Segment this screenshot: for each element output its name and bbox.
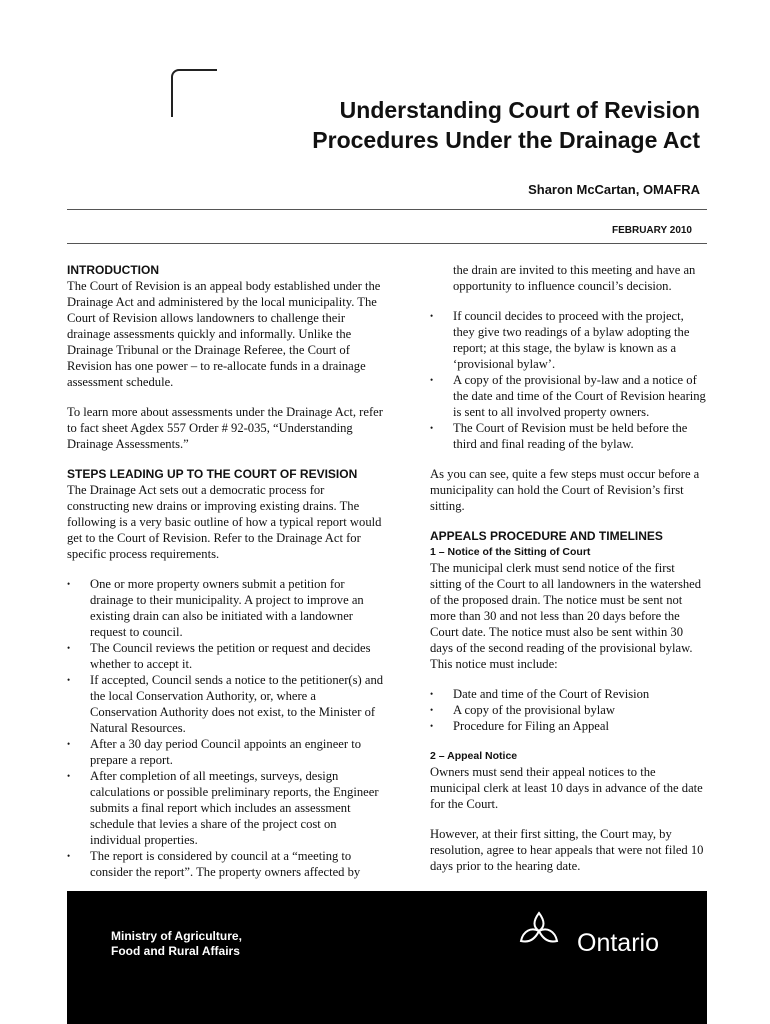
summary-paragraph: As you can see, quite a few steps must occur before a municipality can hold the Court of Revision’s first sitting. bbox=[430, 467, 700, 513]
trillium-icon bbox=[517, 909, 561, 953]
list-item: • The Council reviews the petition or request and decides whether to accept it. bbox=[67, 640, 385, 672]
page-title bbox=[312, 95, 700, 155]
intro-paragraph-1: The Court of Revision is an appeal body established under the Drainage Act and administered by the local municipality. The Court of Revision allows landowners to challenge their drainage assessments quickly and informally. Unlike the Drainage Tribunal or the Drainage Referee, the Court of Revision has one power – to re-allocate funds in a drainage assessment schedule. bbox=[67, 279, 381, 389]
intro-heading: INTRODUCTION bbox=[67, 263, 159, 277]
notice-list bbox=[430, 686, 706, 734]
publication-date: FEBRUARY 2010 bbox=[611, 225, 692, 236]
appeal-paragraph-2: However, at their first sitting, the Court may, by resolution, agree to hear appeals that were not filed 10 days prior to the hearing date. bbox=[430, 827, 704, 873]
list-item: • One or more property owners submit a petition for drainage to their municipality. A project to improve an existing drain can also be initiated with a landowner request to council. bbox=[67, 576, 385, 640]
footer-banner bbox=[67, 891, 707, 1024]
notice-subheading: 1 – Notice of the Sitting of Court bbox=[430, 546, 591, 558]
appeal-paragraph-1: Owners must send their appeal notices to the municipal clerk at least 10 days in advance of the date for the Court. bbox=[430, 765, 703, 811]
list-item: • Procedure for Filing an Appeal bbox=[430, 718, 706, 734]
list-item: • Date and time of the Court of Revision bbox=[430, 686, 706, 702]
steps-list-continued bbox=[430, 308, 706, 452]
title-line-2: Procedures Under the Drainage Act bbox=[312, 127, 700, 153]
appeal-subheading: 2 – Appeal Notice bbox=[430, 750, 518, 762]
divider-bottom bbox=[67, 243, 707, 244]
list-item: • A copy of the provisional by-law and a notice of the date and time of the Court of Revision hearing is sent to all involved property owners. bbox=[430, 372, 706, 420]
appeals-heading: APPEALS PROCEDURE AND TIMELINES bbox=[430, 529, 663, 543]
ministry-name bbox=[111, 929, 242, 959]
list-item: • After completion of all meetings, surveys, design calculations or possible preliminary reports, the Engineer submits a final report which includes an assessment schedule that levies a share of the project cost on individual properties. bbox=[67, 768, 385, 848]
ministry-line-2: Food and Rural Affairs bbox=[111, 944, 240, 958]
corner-mark bbox=[171, 69, 217, 117]
notice-paragraph: The municipal clerk must send notice of the first sitting of the Court to all landowners in the watershed of the proposed drain. The notice must be sent not more than 30 and not less than 20 days before the Court date. The notice must also be sent within 30 days of the second reading of the provisional bylaw. This notice must include: bbox=[430, 561, 702, 671]
steps-list bbox=[67, 576, 385, 880]
steps-heading: STEPS LEADING UP TO THE COURT OF REVISION bbox=[67, 467, 358, 481]
list-item: • A copy of the provisional bylaw bbox=[430, 702, 706, 718]
steps-paragraph: The Drainage Act sets out a democratic process for constructing new drains or improving existing drains. The following is a very basic outline of how a typical report would get to the Court of Revision. Refer to the Drainage Act for specific process requirements. bbox=[67, 483, 382, 561]
list-item: • If council decides to proceed with the project, they give two readings of a bylaw adopting the report; at this stage, the bylaw is known as a ‘provisional bylaw’. bbox=[430, 308, 706, 372]
ministry-line-1: Ministry of Agriculture, bbox=[111, 929, 242, 943]
divider-top bbox=[67, 209, 707, 210]
title-line-1: Understanding Court of Revision bbox=[339, 97, 700, 123]
left-column bbox=[67, 262, 385, 894]
continued-text: the drain are invited to this meeting and have an opportunity to influence council’s decision. bbox=[453, 263, 696, 293]
author: Sharon McCartan, OMAFRA bbox=[528, 182, 700, 197]
list-item: • If accepted, Council sends a notice to the petitioner(s) and the local Conservation Authority, or, where a Conservation Authority does not exist, to the Minister of Natural Resources. bbox=[67, 672, 385, 736]
ontario-wordmark: Ontario bbox=[577, 929, 659, 957]
list-item: • After a 30 day period Council appoints an engineer to prepare a report. bbox=[67, 736, 385, 768]
right-column bbox=[430, 262, 706, 888]
intro-paragraph-2: To learn more about assessments under the Drainage Act, refer to fact sheet Agdex 557 Order # 92-035, “Understanding Drainage Assessments.” bbox=[67, 405, 383, 451]
list-item: • The report is considered by council at a “meeting to consider the report”. The property owners affected by bbox=[67, 848, 385, 880]
list-item: • The Court of Revision must be held before the third and final reading of the bylaw. bbox=[430, 420, 706, 452]
